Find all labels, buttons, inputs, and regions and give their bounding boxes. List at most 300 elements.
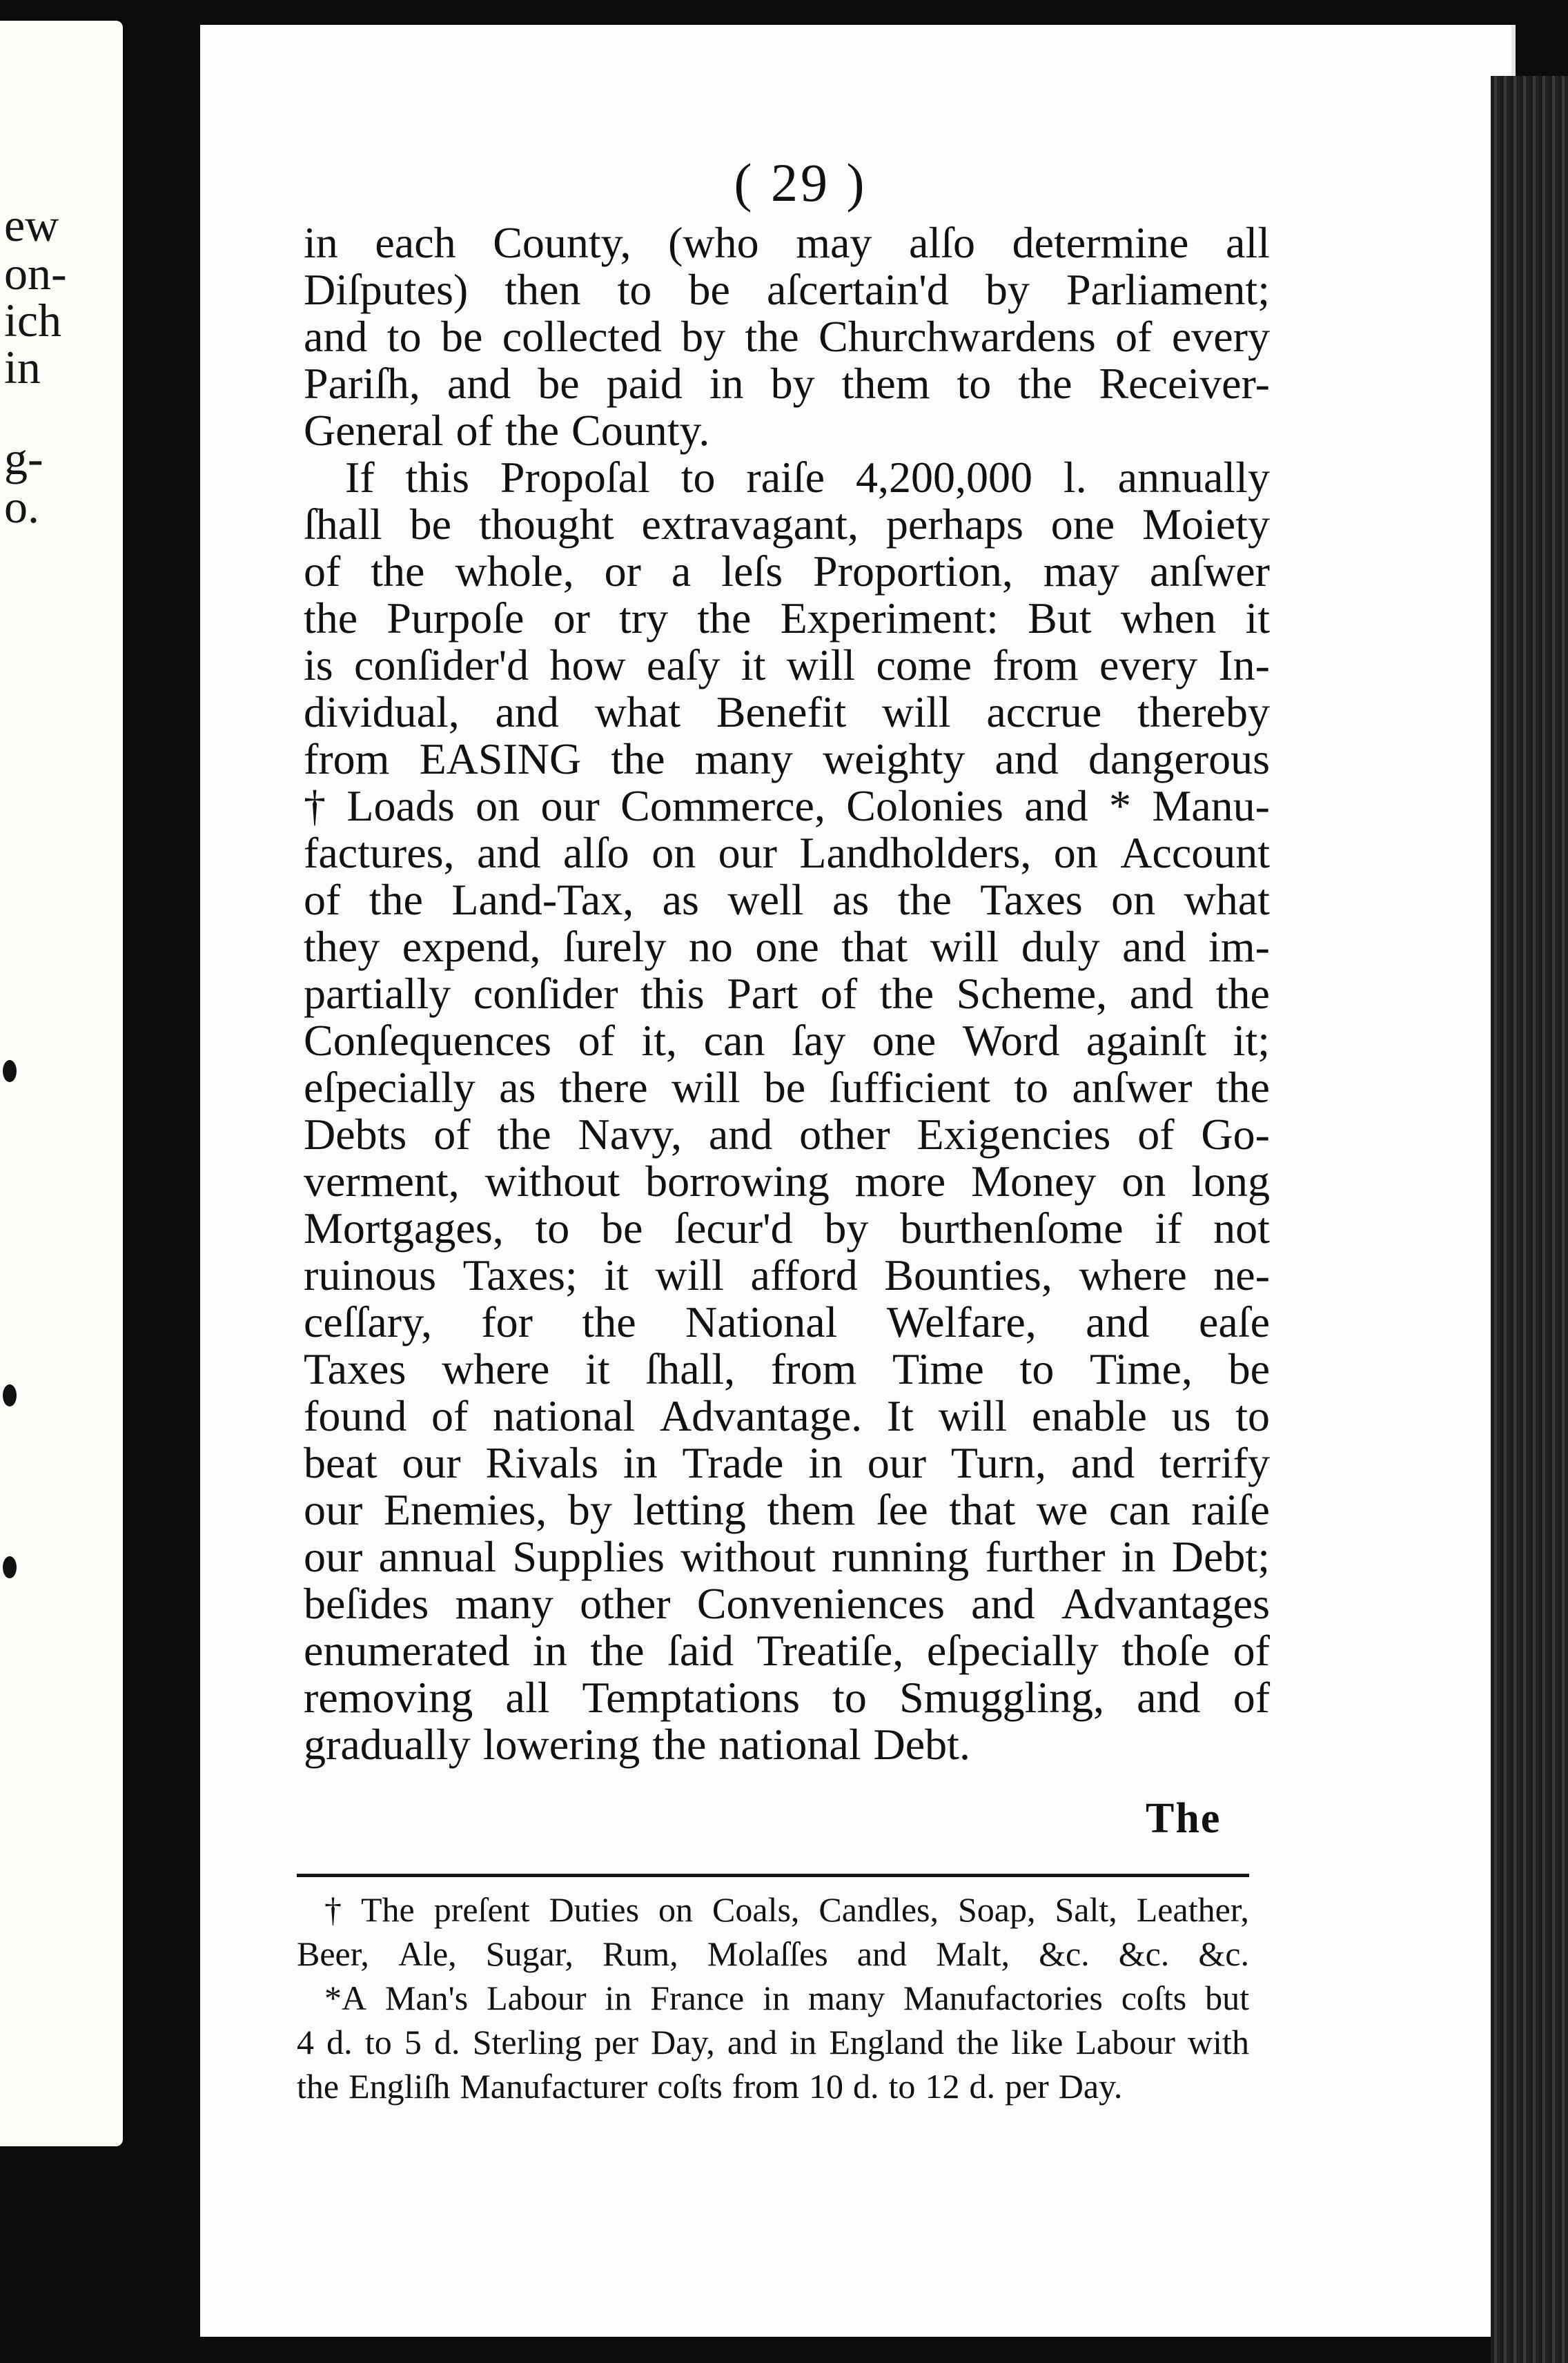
word: to bbox=[680, 453, 716, 502]
word: in bbox=[1121, 1532, 1156, 1581]
word: National bbox=[685, 1297, 838, 1346]
footnote-line bbox=[297, 2064, 1249, 2108]
word: conſider'd bbox=[353, 640, 529, 689]
text-line bbox=[304, 783, 1270, 830]
text-line bbox=[304, 548, 1270, 595]
word: they bbox=[304, 922, 380, 971]
word: a bbox=[671, 547, 692, 596]
text-line bbox=[304, 1252, 1270, 1299]
word: Pariſh, bbox=[304, 359, 420, 408]
word: of bbox=[1233, 1673, 1270, 1722]
word: it bbox=[741, 640, 766, 689]
text-line bbox=[304, 923, 1270, 970]
word: of bbox=[433, 1110, 471, 1159]
word: be bbox=[688, 265, 730, 314]
word: † bbox=[304, 781, 326, 830]
word: lowering bbox=[482, 1720, 640, 1769]
word: againſt bbox=[1086, 1016, 1207, 1065]
word: well bbox=[727, 875, 804, 924]
word: Commerce, bbox=[620, 781, 825, 830]
word: long bbox=[1191, 1157, 1270, 1206]
word: and bbox=[1129, 969, 1194, 1018]
word: gradually bbox=[304, 1720, 471, 1769]
word: ſurely bbox=[563, 922, 667, 971]
word: Sugar, bbox=[485, 1934, 574, 1973]
word: in bbox=[304, 218, 338, 267]
word: can bbox=[1108, 1485, 1170, 1534]
word: Landholders, bbox=[799, 828, 1032, 877]
word: one bbox=[872, 1016, 937, 1065]
word: in bbox=[709, 359, 744, 408]
page-number: ( 29 ) bbox=[734, 153, 868, 213]
word: Soap, bbox=[958, 1890, 1036, 1929]
word: on bbox=[658, 1890, 694, 1929]
word: Navy, bbox=[578, 1110, 682, 1159]
word: we bbox=[1036, 1485, 1088, 1534]
text-line bbox=[304, 219, 1270, 266]
word: every bbox=[1099, 640, 1198, 689]
word: eſpecially bbox=[926, 1626, 1099, 1675]
footnotes bbox=[297, 1888, 1249, 2108]
word: many bbox=[455, 1579, 553, 1628]
word: But bbox=[1028, 594, 1092, 643]
text-line bbox=[304, 595, 1270, 642]
word: without bbox=[484, 1157, 620, 1206]
word: Salt, bbox=[1055, 1890, 1117, 1929]
word: Bounties, bbox=[884, 1251, 1052, 1300]
word: from bbox=[770, 1344, 857, 1393]
word: preſent bbox=[433, 1890, 530, 1929]
text-line bbox=[304, 407, 1270, 454]
word: every bbox=[1171, 312, 1270, 361]
text-line bbox=[304, 266, 1270, 313]
word: by bbox=[770, 359, 815, 408]
ink-mark bbox=[3, 1556, 17, 1578]
word: † bbox=[324, 1890, 342, 1929]
word: Experiment: bbox=[780, 594, 999, 643]
word: of bbox=[431, 1391, 469, 1440]
word: for bbox=[481, 1297, 533, 1346]
word: anſwer bbox=[1072, 1063, 1193, 1112]
word: to bbox=[617, 265, 652, 314]
word: Proportion, bbox=[813, 547, 1013, 596]
word: many bbox=[808, 1979, 885, 2017]
word: one bbox=[755, 922, 819, 971]
word: Advantages bbox=[1061, 1579, 1270, 1628]
word: and bbox=[856, 1934, 907, 1973]
word: all bbox=[505, 1673, 550, 1722]
word: the bbox=[652, 1720, 707, 1769]
facing-page-text: on- bbox=[4, 247, 67, 300]
word: or bbox=[604, 547, 641, 596]
word: Taxes; bbox=[462, 1251, 578, 1300]
word: on bbox=[476, 781, 520, 830]
word: of bbox=[304, 547, 341, 596]
word: perhaps bbox=[885, 500, 1023, 549]
text-line bbox=[304, 360, 1270, 407]
word: whole, bbox=[455, 547, 574, 596]
word: dividual, bbox=[304, 687, 460, 736]
word: ſay bbox=[792, 1016, 846, 1065]
word: Parliament; bbox=[1066, 265, 1270, 314]
word: and bbox=[1122, 922, 1186, 971]
word: be bbox=[409, 500, 452, 549]
word: this bbox=[640, 969, 705, 1018]
word: the bbox=[582, 1297, 636, 1346]
word: from bbox=[304, 734, 390, 783]
word: Manufactories bbox=[903, 1979, 1103, 2017]
word: will bbox=[938, 1391, 1008, 1440]
word: Leather, bbox=[1136, 1890, 1249, 1929]
facing-page-text: g- bbox=[4, 432, 43, 484]
word: thought bbox=[478, 500, 614, 549]
word: this bbox=[405, 453, 469, 502]
word: beat bbox=[304, 1438, 378, 1487]
word: by bbox=[681, 312, 726, 361]
word: Benefit bbox=[716, 687, 847, 736]
word: Churchwardens bbox=[819, 312, 1096, 361]
word: to bbox=[364, 2023, 392, 2061]
word: of bbox=[578, 1016, 615, 1065]
word: in bbox=[623, 1438, 658, 1487]
word: raiſe bbox=[1191, 1485, 1270, 1534]
word: our bbox=[540, 781, 600, 830]
word: d. bbox=[434, 2023, 460, 2061]
word: our bbox=[867, 1438, 927, 1487]
word: but bbox=[1205, 1979, 1249, 2017]
text-line bbox=[304, 1299, 1270, 1346]
facing-page-text: ich bbox=[4, 294, 62, 346]
word: the bbox=[1215, 1063, 1270, 1112]
page-edges bbox=[1491, 76, 1568, 2363]
word: Enemies, bbox=[383, 1485, 547, 1534]
word: Debt. bbox=[873, 1720, 970, 1769]
word: conſider bbox=[473, 969, 618, 1018]
word: will bbox=[882, 687, 951, 736]
word: Debt; bbox=[1171, 1532, 1270, 1581]
footnote-rule bbox=[297, 1874, 1249, 1877]
word: will bbox=[671, 1063, 741, 1112]
word: to bbox=[832, 1673, 867, 1722]
word: ſaid bbox=[667, 1626, 734, 1675]
word: can bbox=[703, 1016, 765, 1065]
word: Sterling bbox=[472, 2023, 582, 2061]
word: Rum, bbox=[602, 1934, 678, 1973]
word: how bbox=[549, 640, 626, 689]
text-line bbox=[304, 970, 1270, 1017]
footnote-line bbox=[297, 2020, 1249, 2064]
word: ruinous bbox=[304, 1251, 436, 1300]
word: thereby bbox=[1137, 687, 1270, 736]
text-line bbox=[304, 501, 1270, 548]
word: that bbox=[949, 1485, 1016, 1534]
word: Labour bbox=[487, 1979, 587, 2017]
word: duly bbox=[1021, 922, 1100, 971]
text-line bbox=[304, 830, 1270, 876]
word: and bbox=[727, 2023, 778, 2061]
word: like bbox=[1011, 2023, 1064, 2061]
word: without bbox=[680, 1532, 816, 1581]
word: be bbox=[1228, 1344, 1270, 1393]
text-line bbox=[304, 454, 1270, 501]
word: Moiety bbox=[1142, 500, 1270, 549]
footnote-line bbox=[297, 1976, 1249, 2020]
word: other bbox=[580, 1579, 671, 1628]
word: thoſe bbox=[1121, 1626, 1211, 1675]
word: paid bbox=[606, 359, 683, 408]
word: Smuggling, bbox=[899, 1673, 1104, 1722]
word: coſts bbox=[1121, 1979, 1187, 2017]
word: Malt, bbox=[936, 1934, 1010, 1973]
word: and bbox=[476, 828, 541, 877]
word: as bbox=[662, 875, 699, 924]
text-line bbox=[304, 642, 1270, 689]
word: the bbox=[371, 547, 425, 596]
word: leſs bbox=[721, 547, 783, 596]
word: to bbox=[957, 359, 992, 408]
word: France bbox=[650, 1979, 745, 2017]
word: and bbox=[1070, 1438, 1135, 1487]
word: enable bbox=[1031, 1391, 1147, 1440]
word: our bbox=[304, 1532, 363, 1581]
body-text bbox=[304, 219, 1270, 1768]
word: (who bbox=[668, 218, 759, 267]
word: them bbox=[841, 359, 930, 408]
word: EASING bbox=[419, 734, 582, 783]
word: Day, bbox=[651, 2023, 715, 2061]
word: Ale, bbox=[398, 1934, 457, 1973]
word: by bbox=[567, 1485, 612, 1534]
word: the bbox=[957, 2023, 999, 2061]
word: collected bbox=[502, 312, 662, 361]
word: that bbox=[841, 922, 908, 971]
word: not bbox=[1213, 1204, 1270, 1253]
word: Go- bbox=[1201, 1110, 1270, 1159]
word: and bbox=[304, 312, 368, 361]
word: terrify bbox=[1159, 1438, 1270, 1487]
word: borrowing bbox=[645, 1157, 830, 1206]
word: what bbox=[594, 687, 681, 736]
text-line bbox=[304, 1533, 1270, 1580]
word: 5 bbox=[404, 2023, 422, 2061]
word: Duties bbox=[549, 1890, 640, 1929]
word: will bbox=[930, 922, 999, 971]
word: the bbox=[611, 734, 665, 783]
word: the bbox=[897, 875, 952, 924]
word: our bbox=[402, 1438, 461, 1487]
word: national bbox=[493, 1391, 636, 1440]
word: Man's bbox=[385, 1979, 469, 2017]
word: with bbox=[1188, 2023, 1249, 2061]
text-line bbox=[304, 1393, 1270, 1440]
facing-page-text: in bbox=[4, 341, 41, 393]
word: to bbox=[888, 2067, 916, 2106]
word: many bbox=[694, 734, 793, 783]
word: where bbox=[442, 1344, 550, 1393]
word: weighty bbox=[823, 734, 966, 783]
word: our bbox=[718, 828, 777, 877]
word: be bbox=[440, 312, 483, 361]
word: If bbox=[345, 453, 375, 502]
word: try bbox=[619, 594, 669, 643]
word: other bbox=[799, 1110, 890, 1159]
word: the bbox=[879, 969, 934, 1018]
word: ſufficient bbox=[829, 1063, 990, 1112]
word: or bbox=[553, 594, 590, 643]
word: on bbox=[1111, 875, 1156, 924]
word: Part bbox=[727, 969, 798, 1018]
word: ſecur'd bbox=[674, 1204, 793, 1253]
word: if bbox=[1155, 1204, 1182, 1253]
word: and bbox=[1024, 781, 1088, 830]
word: it bbox=[604, 1251, 629, 1300]
word: dangerous bbox=[1088, 734, 1270, 783]
word: each bbox=[375, 218, 456, 267]
word: eaſe bbox=[1198, 1297, 1270, 1346]
word: to bbox=[1019, 1344, 1055, 1393]
word: Day. bbox=[1058, 2067, 1123, 2106]
word: it bbox=[1245, 594, 1270, 643]
word: afford bbox=[750, 1251, 858, 1300]
word: to bbox=[535, 1204, 570, 1253]
word: Temptations bbox=[582, 1673, 800, 1722]
word: removing bbox=[304, 1673, 473, 1722]
word: to bbox=[1014, 1063, 1048, 1112]
word: may bbox=[796, 218, 872, 267]
word: be bbox=[538, 359, 580, 408]
word: l. bbox=[1063, 453, 1087, 502]
word: letting bbox=[633, 1485, 746, 1534]
word: in bbox=[605, 1979, 632, 2017]
word: Conveniences bbox=[696, 1579, 945, 1628]
word: ceſſary, bbox=[304, 1297, 432, 1346]
word: Advantage. bbox=[659, 1391, 863, 1440]
word: us bbox=[1171, 1391, 1211, 1440]
text-line bbox=[304, 313, 1270, 360]
word: in bbox=[808, 1438, 843, 1487]
word: raiſe bbox=[746, 453, 825, 502]
facing-page-text: ew bbox=[4, 199, 59, 251]
text-line bbox=[304, 1580, 1270, 1627]
word: England bbox=[829, 2023, 944, 2061]
word: Purpoſe bbox=[386, 594, 525, 643]
word: and bbox=[1137, 1673, 1201, 1722]
word: come bbox=[876, 640, 972, 689]
word: enumerated bbox=[304, 1626, 510, 1675]
word: Loads bbox=[346, 781, 455, 830]
word: ſhall, bbox=[645, 1344, 736, 1393]
word: Diſputes) bbox=[304, 265, 469, 314]
word: County. bbox=[571, 406, 710, 455]
word: in bbox=[533, 1626, 567, 1675]
word: extravagant, bbox=[641, 500, 859, 549]
word: burthenſome bbox=[900, 1204, 1124, 1253]
word: what bbox=[1184, 875, 1270, 924]
word: the bbox=[497, 1110, 551, 1159]
word: 10 bbox=[809, 2067, 844, 2106]
word: be bbox=[763, 1063, 806, 1112]
word: Debts bbox=[304, 1110, 407, 1159]
facing-page-fragment bbox=[0, 21, 123, 2146]
word: will bbox=[655, 1251, 724, 1300]
word: the bbox=[1215, 969, 1270, 1018]
word: ne- bbox=[1213, 1251, 1270, 1300]
text-line bbox=[304, 1111, 1270, 1158]
word: all bbox=[1226, 218, 1270, 267]
word: of bbox=[1115, 312, 1153, 361]
word: be bbox=[601, 1204, 643, 1253]
ink-mark bbox=[3, 1060, 17, 1082]
word: on bbox=[651, 828, 696, 877]
word: by bbox=[985, 265, 1030, 314]
word: the bbox=[745, 312, 799, 361]
text-line bbox=[304, 736, 1270, 783]
text-line bbox=[304, 1064, 1270, 1111]
word: the bbox=[697, 594, 752, 643]
word: our bbox=[304, 1485, 363, 1534]
word: expend, bbox=[402, 922, 541, 971]
word: General bbox=[304, 406, 444, 455]
catchword: The bbox=[1146, 1795, 1222, 1842]
word: Manu- bbox=[1152, 781, 1270, 830]
word: &c. bbox=[1039, 1934, 1090, 1973]
word: &c. bbox=[1198, 1934, 1249, 1973]
word: County, bbox=[493, 218, 631, 267]
word: Molaſſes bbox=[707, 1934, 828, 1973]
word: Candles, bbox=[819, 1890, 939, 1929]
word: Receiver- bbox=[1099, 359, 1270, 408]
word: on bbox=[1053, 828, 1098, 877]
footnote-line bbox=[297, 1888, 1249, 1932]
word: more bbox=[854, 1157, 946, 1206]
text-line bbox=[304, 1440, 1270, 1487]
word: per bbox=[594, 2023, 639, 2061]
word: of bbox=[455, 406, 493, 455]
word: Coals, bbox=[712, 1890, 800, 1929]
word: to bbox=[1235, 1391, 1270, 1440]
word: 4 bbox=[297, 2023, 314, 2061]
word: eſpecially bbox=[304, 1063, 476, 1112]
footnote-line bbox=[297, 1932, 1249, 1976]
word: and bbox=[971, 1579, 1035, 1628]
word: one bbox=[1050, 500, 1115, 549]
word: Welfare, bbox=[886, 1297, 1037, 1346]
word: then bbox=[504, 265, 581, 314]
ink-mark bbox=[3, 1384, 17, 1406]
word: and bbox=[1086, 1297, 1150, 1346]
word: Manufacturer bbox=[460, 2067, 648, 2106]
word: the bbox=[504, 406, 560, 455]
word: Labour bbox=[1075, 2023, 1175, 2061]
word: found bbox=[304, 1391, 407, 1440]
word: Money bbox=[971, 1157, 1097, 1206]
word: Word bbox=[962, 1016, 1060, 1065]
word: Conſequences bbox=[304, 1016, 551, 1065]
word: as bbox=[499, 1063, 536, 1112]
word: &c. bbox=[1118, 1934, 1170, 1973]
word: may bbox=[1043, 547, 1119, 596]
word: Turn, bbox=[950, 1438, 1047, 1487]
word: of bbox=[1233, 1626, 1270, 1675]
word: is bbox=[304, 640, 333, 689]
word: Taxes bbox=[980, 875, 1083, 924]
word: The bbox=[360, 1890, 415, 1929]
word: alſo bbox=[562, 828, 629, 877]
word: of bbox=[304, 875, 341, 924]
word: the bbox=[369, 875, 423, 924]
word: from bbox=[732, 2067, 800, 2106]
word: Land-Tax, bbox=[451, 875, 634, 924]
